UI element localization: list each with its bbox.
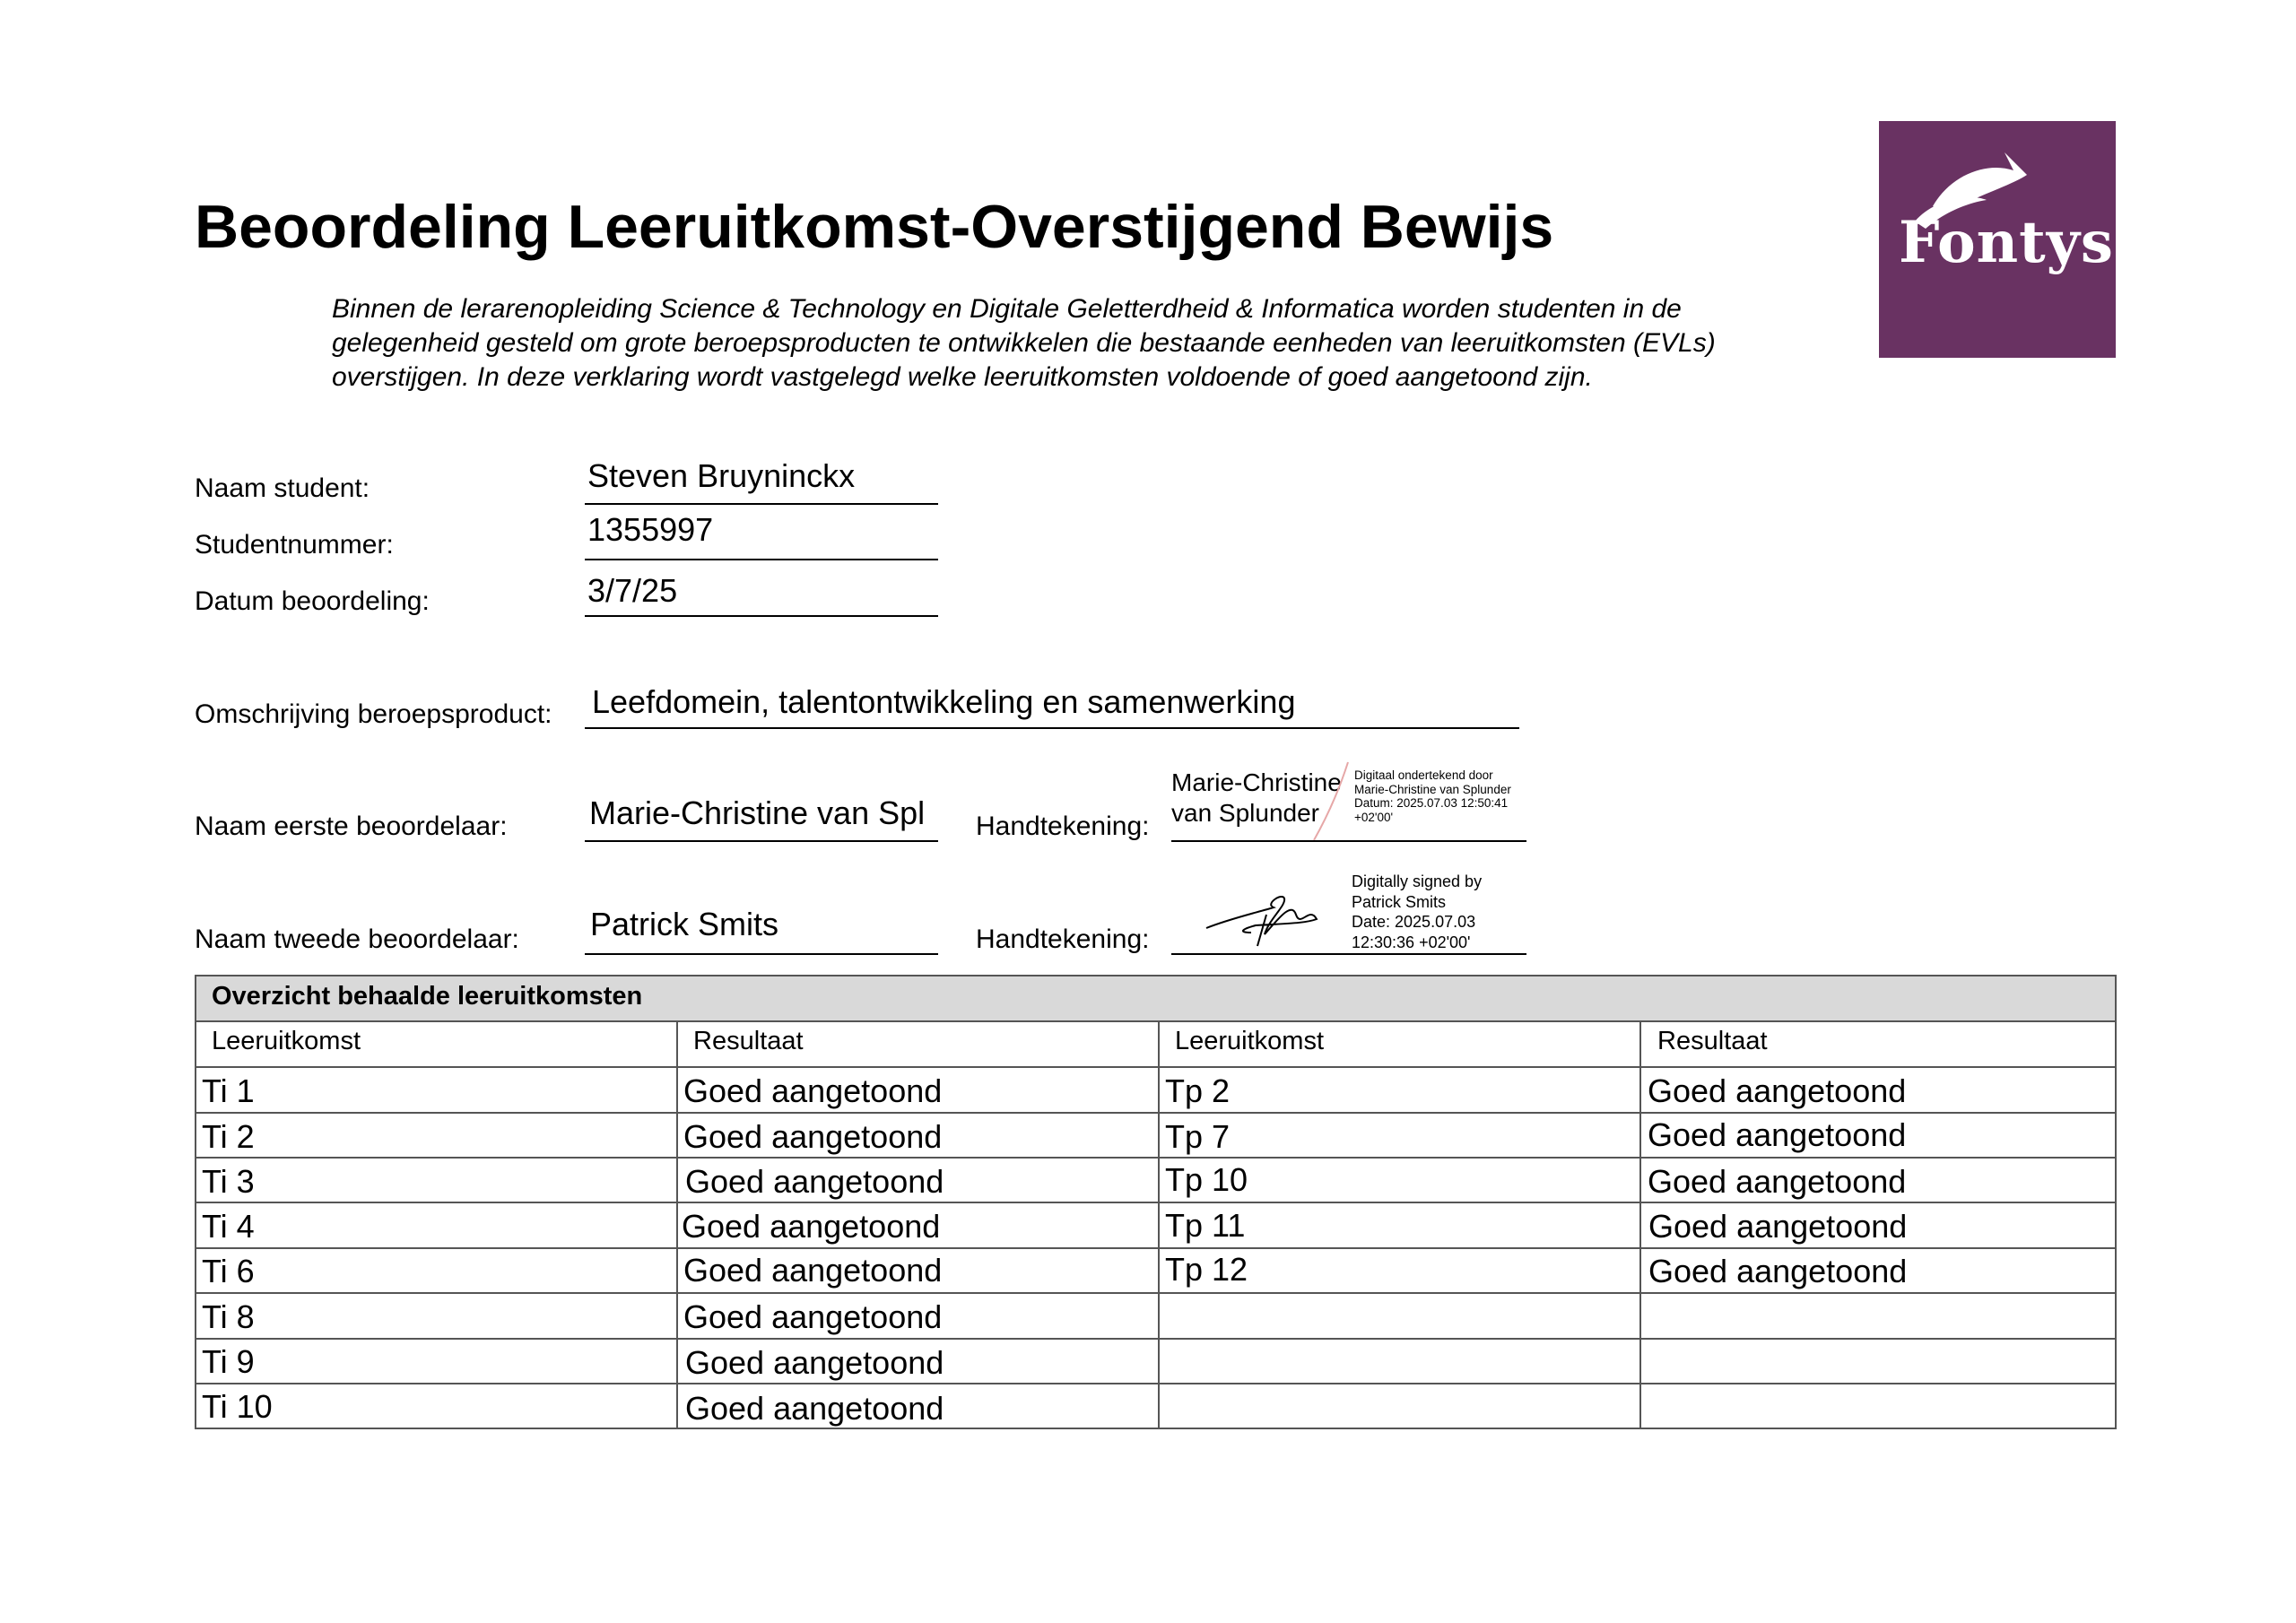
datum-value: 3/7/25	[587, 572, 678, 609]
table-cell: Goed aangetoond	[685, 1163, 944, 1200]
signature1-stroke	[1305, 758, 1359, 847]
intro-line: Binnen de lerarenopleiding Science & Technology en Digitale Geletterdheid & Informatica worden studenten in de	[332, 294, 1682, 324]
signature1-detail-line: Digitaal ondertekend door	[1354, 768, 1493, 782]
omschrijving-value: Leefdomein, talentontwikkeling en samenwerking	[592, 683, 1296, 720]
table-cell: Tp 10	[1165, 1161, 1248, 1198]
signature1-detail-line: Marie-Christine van Splunder	[1354, 782, 1511, 796]
column-divider	[676, 1020, 678, 1429]
table-cell: Ti 10	[202, 1388, 273, 1425]
row-divider	[196, 1157, 2115, 1159]
table-cell: Tp 7	[1165, 1118, 1231, 1155]
table-cell: Goed aangetoond	[683, 1118, 943, 1155]
intro-text	[332, 292, 1803, 395]
naam-student-value: Steven Bruyninckx	[587, 457, 856, 494]
handtekening-label: Handtekening:	[976, 812, 1150, 841]
signature-underline	[1171, 840, 1526, 842]
table-cell: Tp 2	[1165, 1072, 1231, 1109]
datum-label: Datum beoordeling:	[195, 586, 430, 616]
table-cell: Goed aangetoond	[683, 1072, 943, 1109]
row-divider	[196, 1112, 2115, 1114]
omschrijving-label: Omschrijving beroepsproduct:	[195, 699, 552, 729]
table-cell: Ti 2	[202, 1118, 255, 1155]
logo-text: Fontys	[1899, 209, 2114, 276]
signature1-detail-line: +02'00'	[1354, 810, 1394, 824]
field-underline	[585, 559, 938, 560]
eerste-beoordelaar-label: Naam eerste beoordelaar:	[195, 812, 508, 841]
table-cell: Ti 6	[202, 1253, 255, 1289]
signature1-detail-line: Datum: 2025.07.03 12:50:41	[1354, 796, 1509, 810]
row-divider	[196, 1066, 2115, 1068]
naam-student-label: Naam student:	[195, 473, 370, 503]
column-header: Resultaat	[1657, 1027, 1768, 1055]
tweede-beoordelaar-value: Patrick Smits	[590, 906, 779, 942]
table-cell: Goed aangetoond	[682, 1208, 941, 1245]
table-cell: Tp 11	[1165, 1207, 1246, 1244]
signature2-detail-line: Digitally signed by	[1352, 872, 1483, 890]
field-underline	[585, 503, 938, 505]
signature2-scribble	[1202, 879, 1323, 950]
table-cell: Ti 4	[202, 1208, 255, 1245]
table-cell: Goed aangetoond	[1648, 1208, 1908, 1245]
field-underline	[585, 840, 938, 842]
table-cell: Ti 8	[202, 1298, 255, 1335]
eerste-beoordelaar-value: Marie-Christine van Spl	[589, 794, 926, 831]
signature2-detail-line: Date: 2025.07.03	[1352, 913, 1476, 931]
field-underline	[585, 953, 938, 955]
table-cell: Goed aangetoond	[1648, 1116, 1907, 1153]
fontys-logo	[1879, 121, 2116, 358]
signature1-details	[1354, 768, 1511, 824]
handtekening-label: Handtekening:	[976, 924, 1150, 954]
row-divider	[196, 1292, 2115, 1294]
table-cell: Goed aangetoond	[1648, 1253, 1908, 1289]
table-cell: Ti 9	[202, 1343, 255, 1380]
field-underline	[585, 615, 938, 617]
table-cell: Goed aangetoond	[683, 1252, 943, 1289]
signature2-detail-line: 12:30:36 +02'00'	[1352, 933, 1471, 951]
row-divider	[196, 1383, 2115, 1384]
table-title-bar	[196, 976, 2115, 1022]
intro-line: overstijgen. In deze verklaring wordt vastgelegd welke leeruitkomsten voldoende of goed aangetoond zijn.	[332, 362, 1593, 392]
row-divider	[196, 1247, 2115, 1249]
table-cell: Goed aangetoond	[1648, 1163, 1907, 1200]
column-header: Leeruitkomst	[212, 1027, 361, 1055]
column-header: Resultaat	[693, 1027, 804, 1055]
studentnummer-value: 1355997	[587, 511, 714, 548]
signature-underline	[1171, 953, 1526, 955]
row-divider	[196, 1338, 2115, 1340]
signature2-details	[1352, 872, 1482, 952]
table-cell: Ti 1	[202, 1072, 255, 1109]
column-header: Leeruitkomst	[1175, 1027, 1325, 1055]
tweede-beoordelaar-label: Naam tweede beoordelaar:	[195, 924, 519, 954]
table-title: Overzicht behaalde leeruitkomsten	[212, 982, 643, 1011]
column-divider	[1639, 1020, 1641, 1429]
table-cell: Goed aangetoond	[685, 1390, 944, 1427]
table-cell: Tp 12	[1165, 1251, 1248, 1288]
row-divider	[196, 1202, 2115, 1203]
studentnummer-label: Studentnummer:	[195, 530, 394, 560]
table-cell: Goed aangetoond	[683, 1298, 943, 1335]
leeruitkomsten-table	[195, 975, 2117, 1429]
table-cell: Goed aangetoond	[1648, 1072, 1907, 1109]
table-cell: Ti 3	[202, 1163, 255, 1200]
signature1-name-line: van Splunder	[1171, 799, 1320, 827]
intro-line: gelegenheid gesteld om grote beroepsproducten te ontwikkelen die bestaande eenheden van leeruitkomsten (EVLs)	[332, 328, 1716, 358]
signature1-name-line: Marie-Christine	[1171, 768, 1342, 796]
field-underline	[585, 727, 1519, 729]
table-cell: Goed aangetoond	[685, 1344, 944, 1381]
column-divider	[1158, 1020, 1160, 1429]
signature2-detail-line: Patrick Smits	[1352, 892, 1447, 911]
page-title: Beoordeling Leeruitkomst-Overstijgend Bewijs	[195, 193, 1554, 261]
